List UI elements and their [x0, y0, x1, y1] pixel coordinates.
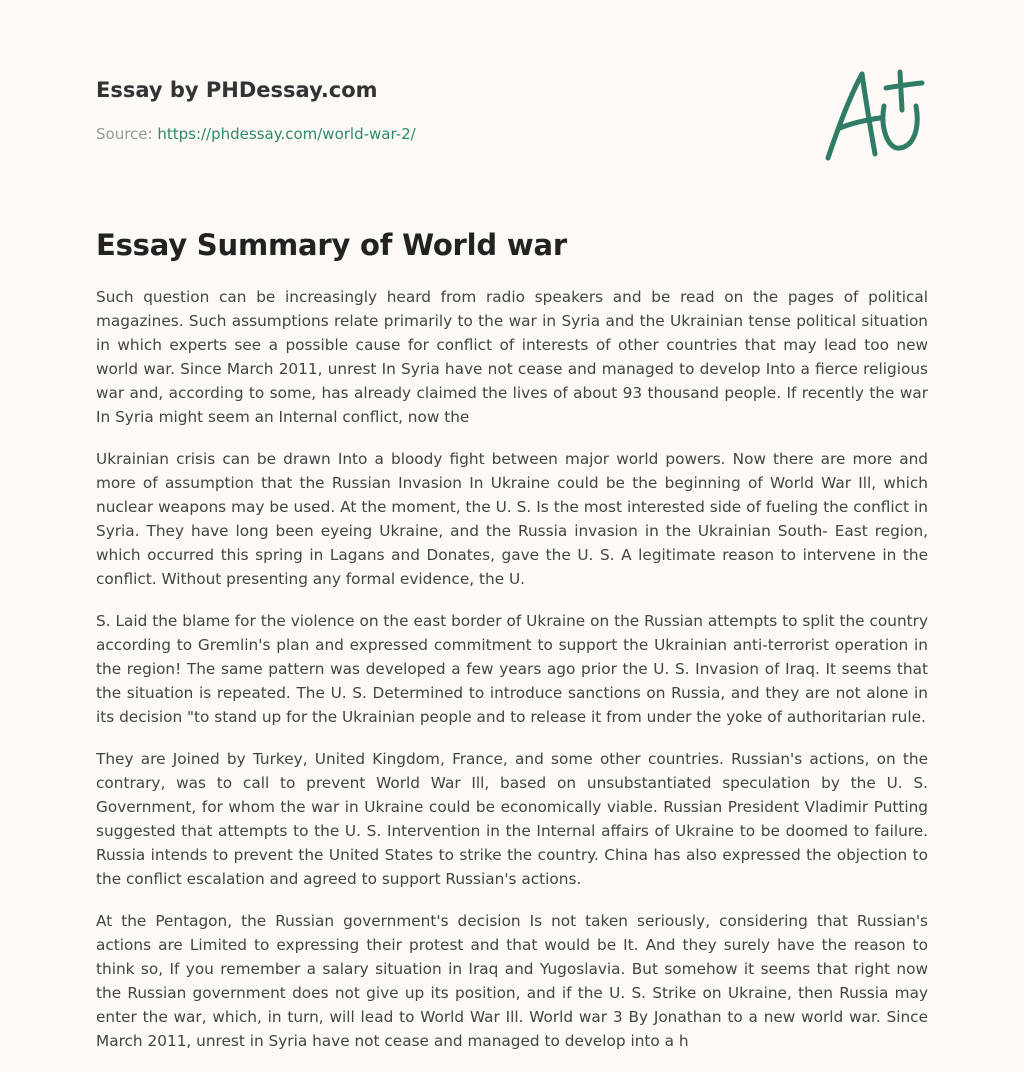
page-title: Essay Summary of World war — [96, 228, 567, 262]
article-paragraph: Such question can be increasingly heard from radio speakers and be read on the pages of political magazines. Such assumptions relate primarily to the war in Syria and the Ukrainian tense political situation in which experts see a possible cause for conflict of interests of other countries that may lead too new world war. Since March 2011, unrest In Syria have not cease and managed to develop Into a fierce religious war and, according to some, has already claimed the lives of about 93 thousand people. If recently the war In Syria might seem an Internal conflict, now the — [96, 288, 928, 426]
source-line — [96, 124, 416, 144]
source-label: Source: — [96, 125, 158, 143]
article-paragraph: S. Laid the blame for the violence on the east border of Ukraine on the Russian attempts to split the country according to Gremlin's plan and expressed commitment to support the Ukrainian anti-terrorist operation in the region! The same pattern was developed a few years ago prior the U. S. Invasion of Iraq. It seems that the situation is repeated. The U. S. Determined to introduce sanctions on Russia, and they are not alone in its decision "to stand up for the Ukrainian people and to release it from under the yoke of authoritarian rule. — [96, 612, 928, 726]
article-paragraph: They are Joined by Turkey, United Kingdom, France, and some other countries. Russian's actions, on the contrary, was to call to prevent World War Ill, based on unsubstantiated speculation by the U. S. Government, for whom the war in Ukraine could be economically viable. Russian President Vladimir Putting suggested that attempts to the U. S. Intervention in the Internal affairs of Ukraine to be doomed to failure. Russia intends to prevent the United States to strike the country. China has also expressed the objection to the conflict escalation and agreed to support Russian's actions. — [96, 750, 928, 888]
article-paragraph: Ukrainian crisis can be drawn Into a bloody fight between major world powers. Now there are more and more of assumption that the Russian Invasion In Ukraine could be the beginning of World War Ill, which nuclear weapons may be used. At the moment, the U. S. Is the most interested side of fueling the conflict in Syria. They have long been eyeing Ukraine, and the Russia invasion in the Ukrainian South- East region, which occurred this spring in Lagans and Donates, gave the U. S. A legitimate reason to intervene in the conflict. Without presenting any formal evidence, the U. — [96, 450, 928, 588]
site-brand[interactable]: Essay by PHDessay.com — [96, 78, 378, 102]
article-body — [96, 285, 928, 1071]
source-link[interactable]: https://phdessay.com/world-war-2/ — [157, 125, 416, 143]
page-header — [96, 76, 796, 143]
a-plus-logo-icon — [822, 66, 926, 164]
article-paragraph: At the Pentagon, the Russian government's decision Is not taken seriously, considering that Russian's actions are Limited to expressing their protest and that would be It. And they surely have the reason to think so, If you remember a salary situation in Iraq and Yugoslavia. But somehow it seems that right now the Russian government does not give up its position, and if the U. S. Strike on Ukraine, then Russia may enter the war, which, in turn, will lead to World War Ill. World war 3 By Jonathan to a new world war. Since March 2011, unrest in Syria have not cease and managed to develop into a h — [96, 912, 928, 1050]
